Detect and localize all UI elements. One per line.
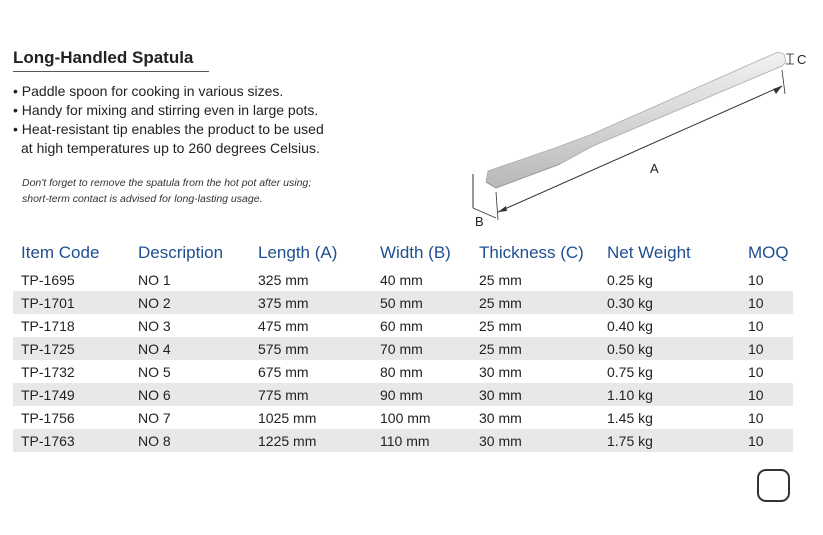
cell-moq: 10 bbox=[748, 363, 764, 380]
table-row bbox=[13, 406, 793, 429]
cell-length: 775 mm bbox=[250, 383, 372, 406]
feature-list bbox=[13, 82, 324, 158]
cell-thickness: 25 mm bbox=[471, 291, 599, 314]
cell-item-code: TP-1756 bbox=[21, 409, 75, 426]
header-description: Description bbox=[138, 243, 224, 262]
table-header-row bbox=[13, 240, 793, 268]
cell-length: 1025 mm bbox=[258, 409, 317, 426]
dimension-c-label: C bbox=[797, 52, 807, 67]
usage-note-line: short-term contact is advised for long-lasting usage. bbox=[22, 193, 263, 205]
cell-thickness: 25 mm bbox=[471, 337, 599, 360]
header-length: Length (A) bbox=[258, 243, 338, 262]
table-row bbox=[13, 314, 793, 337]
cell-thickness: 30 mm bbox=[479, 363, 522, 380]
feature-item: • Handy for mixing and stirring even in large pots. bbox=[13, 102, 319, 118]
cell-net-weight: 0.40 kg bbox=[607, 317, 653, 334]
cell-net-weight: 0.30 kg bbox=[599, 291, 740, 314]
cell-item-code: TP-1695 bbox=[21, 271, 75, 288]
product-title: Long-Handled Spatula bbox=[13, 48, 194, 67]
cell-thickness: 30 mm bbox=[479, 409, 522, 426]
cell-description: NO 8 bbox=[130, 429, 250, 452]
cell-moq: 10 bbox=[748, 409, 764, 426]
cell-width: 50 mm bbox=[372, 291, 471, 314]
table-row bbox=[13, 291, 793, 314]
cell-length: 325 mm bbox=[258, 271, 309, 288]
cell-item-code: TP-1718 bbox=[21, 317, 75, 334]
header-moq: MOQ bbox=[748, 243, 789, 262]
cell-description: NO 5 bbox=[138, 363, 171, 380]
dimension-b-label: B bbox=[475, 214, 484, 229]
cell-moq: 10 bbox=[740, 383, 793, 406]
dimension-a-line bbox=[498, 86, 782, 212]
cell-length: 575 mm bbox=[250, 337, 372, 360]
cell-description: NO 1 bbox=[138, 271, 171, 288]
feature-item-continuation: at high temperatures up to 260 degrees Celsius. bbox=[21, 140, 320, 156]
cell-width: 110 mm bbox=[372, 429, 471, 452]
spatula-diagram bbox=[460, 40, 823, 240]
cell-description: NO 2 bbox=[130, 291, 250, 314]
header-net-weight: Net Weight bbox=[607, 243, 691, 262]
title-underline bbox=[13, 71, 209, 72]
cell-net-weight: 0.50 kg bbox=[599, 337, 740, 360]
cell-description: NO 4 bbox=[130, 337, 250, 360]
cell-item-code: TP-1725 bbox=[13, 337, 130, 360]
table-row bbox=[13, 360, 793, 383]
cell-width: 100 mm bbox=[380, 409, 431, 426]
cell-moq: 10 bbox=[740, 337, 793, 360]
header-thickness: Thickness (C) bbox=[479, 243, 584, 262]
dimension-a-label: A bbox=[650, 161, 659, 176]
cell-width: 80 mm bbox=[380, 363, 423, 380]
cell-length: 1225 mm bbox=[250, 429, 372, 452]
table-row bbox=[13, 383, 793, 406]
cell-length: 375 mm bbox=[250, 291, 372, 314]
feature-item: • Heat-resistant tip enables the product to be used bbox=[13, 121, 324, 137]
cell-description: NO 7 bbox=[138, 409, 171, 426]
cell-width: 40 mm bbox=[380, 271, 423, 288]
cell-width: 60 mm bbox=[380, 317, 423, 334]
cell-item-code: TP-1701 bbox=[13, 291, 130, 314]
cell-item-code: TP-1749 bbox=[13, 383, 130, 406]
cell-width: 70 mm bbox=[372, 337, 471, 360]
cell-thickness: 25 mm bbox=[479, 271, 522, 288]
spec-table bbox=[13, 240, 793, 452]
feature-item: • Paddle spoon for cooking in various sizes. bbox=[13, 83, 284, 99]
spatula-shape bbox=[486, 52, 786, 188]
cell-moq: 10 bbox=[748, 317, 764, 334]
usage-note-line: Don't forget to remove the spatula from the hot pot after using; bbox=[22, 177, 312, 189]
cell-description: NO 6 bbox=[130, 383, 250, 406]
table-row bbox=[13, 268, 793, 291]
cell-net-weight: 1.10 kg bbox=[599, 383, 740, 406]
cell-thickness: 25 mm bbox=[479, 317, 522, 334]
header-item-code: Item Code bbox=[21, 243, 100, 262]
cell-net-weight: 1.75 kg bbox=[599, 429, 740, 452]
table-row bbox=[13, 337, 793, 360]
usage-note bbox=[22, 175, 311, 207]
cell-width: 90 mm bbox=[372, 383, 471, 406]
cell-net-weight: 0.25 kg bbox=[607, 271, 653, 288]
cell-net-weight: 0.75 kg bbox=[607, 363, 653, 380]
cell-net-weight: 1.45 kg bbox=[607, 409, 653, 426]
cell-length: 675 mm bbox=[258, 363, 309, 380]
cell-description: NO 3 bbox=[138, 317, 171, 334]
cell-item-code: TP-1763 bbox=[13, 429, 130, 452]
cell-length: 475 mm bbox=[258, 317, 309, 334]
cell-moq: 10 bbox=[748, 271, 764, 288]
cell-moq: 10 bbox=[740, 429, 793, 452]
table-row bbox=[13, 429, 793, 452]
cell-moq: 10 bbox=[740, 291, 793, 314]
header-width: Width (B) bbox=[380, 243, 451, 262]
cell-thickness: 30 mm bbox=[471, 383, 599, 406]
rounded-square-icon bbox=[757, 469, 790, 502]
cell-thickness: 30 mm bbox=[471, 429, 599, 452]
cell-item-code: TP-1732 bbox=[21, 363, 75, 380]
